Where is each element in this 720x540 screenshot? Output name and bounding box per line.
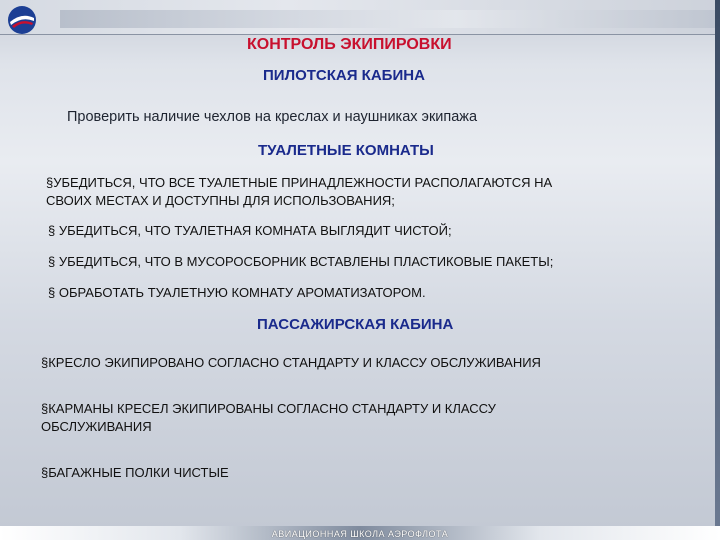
header-stripe [60,10,720,28]
toilet-item-4: § ОБРАБОТАТЬ ТУАЛЕТНУЮ КОМНАТУ АРОМАТИЗАТОРОМ. [48,285,426,300]
toilet-item-2: § УБЕДИТЬСЯ, ЧТО ТУАЛЕТНАЯ КОМНАТА ВЫГЛЯДИТ ЧИСТОЙ; [48,223,452,238]
aeroflot-globe-logo-icon [6,4,38,36]
passenger-item-3: §БАГАЖНЫЕ ПОЛКИ ЧИСТЫЕ [41,465,229,480]
header-band [0,0,720,35]
toilet-item-1a: §УБЕДИТЬСЯ, ЧТО ВСЕ ТУАЛЕТНЫЕ ПРИНАДЛЕЖНОСТИ РАСПОЛАГАЮТСЯ НА [46,175,553,190]
passenger-heading: ПАССАЖИРСКАЯ КАБИНА [257,316,454,333]
pilot-text: Проверить наличие чехлов на креслах и наушниках экипажа [67,109,478,125]
toilet-item-1b: СВОИХ МЕСТАХ И ДОСТУПНЫ ДЛЯ ИСПОЛЬЗОВАНИЯ; [46,193,395,208]
toilet-item-3: § УБЕДИТЬСЯ, ЧТО В МУСОРОСБОРНИК ВСТАВЛЕНЫ ПЛАСТИКОВЫЕ ПАКЕТЫ; [48,254,554,269]
page-title: КОНТРОЛЬ ЭКИПИРОВКИ [247,36,452,53]
passenger-item-2a: §КАРМАНЫ КРЕСЕЛ ЭКИПИРОВАНЫ СОГЛАСНО СТАНДАРТУ И КЛАССУ [41,401,496,416]
passenger-item-1: §КРЕСЛО ЭКИПИРОВАНО СОГЛАСНО СТАНДАРТУ И КЛАССУ ОБСЛУЖИВАНИЯ [41,355,541,370]
toilet-heading: ТУАЛЕТНЫЕ КОМНАТЫ [258,142,434,159]
right-edge-bar [715,0,720,540]
pilot-heading: ПИЛОТСКАЯ КАБИНА [263,67,425,84]
footer-text: АВИАЦИОННАЯ ШКОЛА АЭРОФЛОТА [271,529,449,539]
passenger-item-2b: ОБСЛУЖИВАНИЯ [41,419,152,434]
